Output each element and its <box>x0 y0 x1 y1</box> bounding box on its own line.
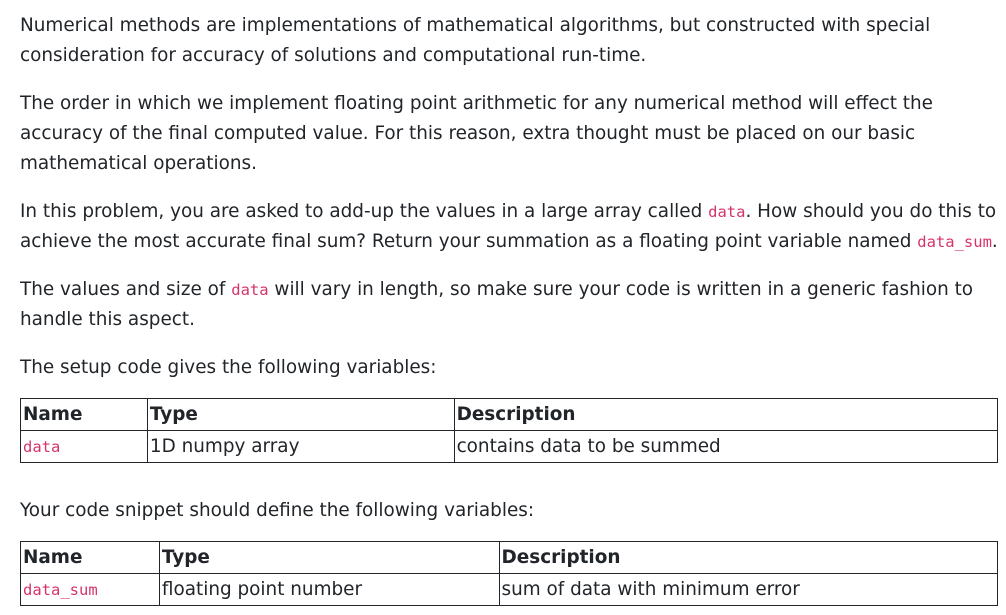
col-header-type: Type <box>147 399 454 431</box>
col-header-name: Name <box>21 399 148 431</box>
cell-type: 1D numpy array <box>147 431 454 463</box>
inline-code-data-sum: data_sum <box>917 233 992 251</box>
task-text-a: In this problem, you are asked to add-up the values in a large array called <box>20 201 709 222</box>
cell-name <box>21 431 148 463</box>
output-variables-table <box>20 541 998 606</box>
setup-variables-table <box>20 398 998 463</box>
output-intro: Your code snippet should define the following variables: <box>20 500 535 521</box>
col-header-description: Description <box>499 542 997 574</box>
order-paragraph: The order in which we implement floating point arithmetic for any numerical method will effect the accuracy of the final computed value. For this reason, extra thought must be placed on our basic mathematical operations. <box>20 93 933 174</box>
col-header-description: Description <box>454 399 997 431</box>
task-text-c: . <box>991 231 998 252</box>
cell-description: contains data to be summed <box>454 431 997 463</box>
variable-name-code: data <box>23 438 61 456</box>
size-text-b: will vary in length, so make sure your code is written in a generic fashion to handle this aspect. <box>20 279 974 330</box>
size-text-a: The values and size of <box>20 279 232 300</box>
variable-name-code: data_sum <box>23 581 98 599</box>
table-row <box>21 431 998 463</box>
inline-code-data: data <box>708 203 746 221</box>
table-header-row <box>21 542 998 574</box>
task-text-b: . How should you do this to achieve the most accurate final sum? Return your summation as a floating point variable named <box>20 201 997 252</box>
inline-code-data-2: data <box>231 281 269 299</box>
cell-type: floating point number <box>159 574 499 606</box>
cell-name <box>21 574 160 606</box>
setup-intro: The setup code gives the following variables: <box>20 357 437 378</box>
col-header-type: Type <box>159 542 499 574</box>
cell-description: sum of data with minimum error <box>499 574 997 606</box>
col-header-name: Name <box>21 542 160 574</box>
table-header-row <box>21 399 998 431</box>
task-paragraph <box>20 197 998 257</box>
size-paragraph <box>20 275 998 335</box>
intro-paragraph: Numerical methods are implementations of mathematical algorithms, but constructed with special consideration for accuracy of solutions and computational run-time. <box>20 15 931 66</box>
table-row <box>21 574 998 606</box>
